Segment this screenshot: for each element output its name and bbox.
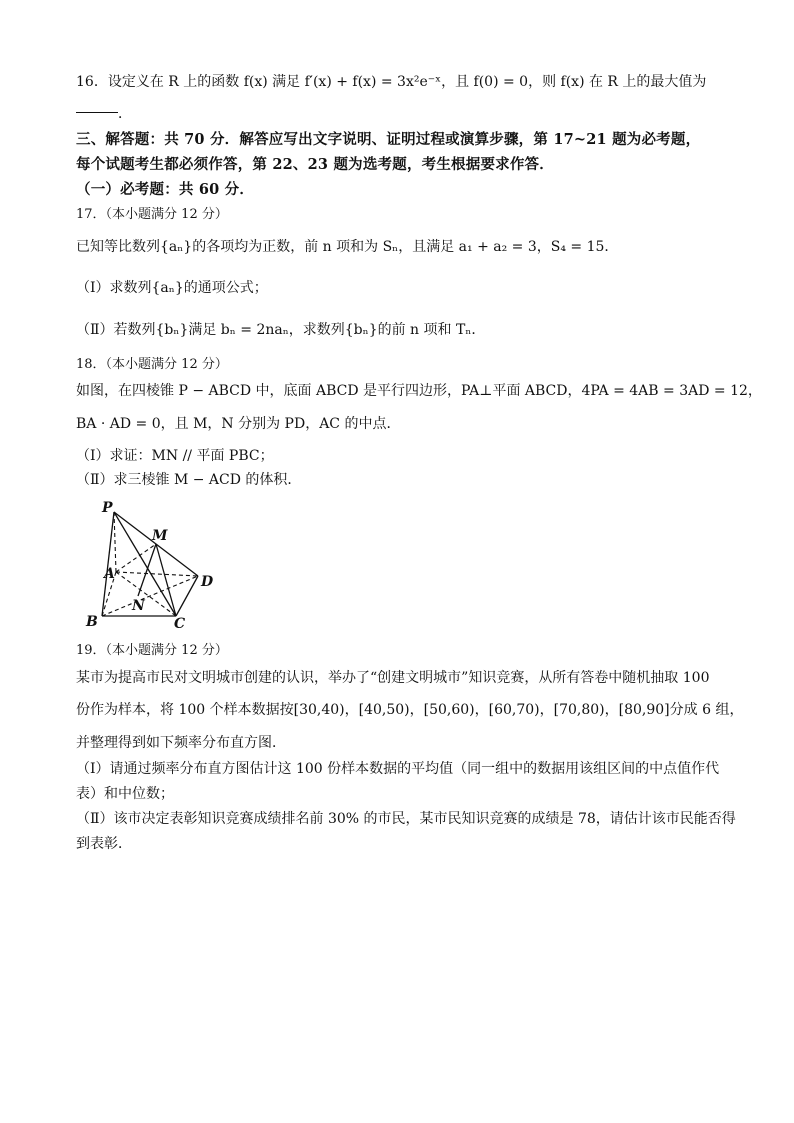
edge-BD <box>102 576 198 616</box>
q18-header: 18．（本小题满分 12 分） <box>76 357 228 372</box>
edge-CD <box>176 576 198 616</box>
q19-header: 19．（本小题满分 12 分） <box>76 643 228 658</box>
q17-stem: 已知等比数列{aₙ}的各项均为正数，前 n 项和为 Sₙ，且满足 a₁ + a₂ = 3，S₄ = 15． <box>76 239 619 255</box>
edge-MC <box>156 544 176 616</box>
section3-line3: （一）必考题：共 60 分． <box>76 181 255 198</box>
q17-part2: （Ⅱ）若数列{bₙ}满足 bₙ = 2naₙ，求数列{bₙ}的前 n 项和 Tₙ． <box>76 322 486 338</box>
label-D: D <box>201 574 214 590</box>
q18-part2: （Ⅱ）求三棱锥 M − ACD 的体积． <box>76 472 302 488</box>
q17-part1: （Ⅰ）求数列{aₙ}的通项公式； <box>76 280 268 296</box>
q19-stem1: 某市为提高市民对文明城市创建的认识，举办了“创建文明城市”知识竞赛，从所有答卷中随机抽取 100 <box>76 670 710 686</box>
q19-stem3: 并整理得到如下频率分布直方图． <box>76 735 286 751</box>
q16-line1: 16．设定义在 R 上的函数 f(x) 满足 f′(x) + f(x) = 3x²e⁻ˣ，且 f(0) = 0，则 f(x) 在 R 上的最大值为 <box>76 74 707 90</box>
q19-part2a: （Ⅱ）该市决定表彰知识竞赛成绩排名前 30% 的市民，某市民知识竞赛的成绩是 78，请估计该市民能否得 <box>76 811 736 827</box>
q16-line2: ． <box>118 106 132 122</box>
label-C: C <box>174 616 186 630</box>
q18-stem1: 如图，在四棱锥 P − ABCD 中，底面 ABCD 是平行四边形，PA⊥平面 ABCD，4PA = 4AB = 3AD = 12， <box>76 383 762 399</box>
label-P: P <box>102 500 113 516</box>
q19-part1b: 表）和中位数； <box>76 786 174 802</box>
edge-AC <box>116 572 176 616</box>
q18-stem2: BA · AD = 0，且 M，N 分别为 PD，AC 的中点． <box>76 416 401 432</box>
section3-line1: 三、解答题：共 70 分．解答应写出文字说明、证明过程或演算步骤，第 17~21 题为必考题， <box>76 131 701 148</box>
label-M: M <box>152 528 168 544</box>
q19-part2b: 到表彰． <box>76 836 132 852</box>
label-N: N <box>132 598 145 614</box>
label-A: A <box>104 566 115 582</box>
q19-stem2: 份作为样本，将 100 个样本数据按[30,40)，[40,50)，[50,60)，[60,70)，[70,80)，[80,90]分成 6 组， <box>76 702 744 718</box>
q19-part1a: （Ⅰ）请通过频率分布直方图估计这 100 份样本数据的平均值（同一组中的数据用该组区间的中点值作代 <box>76 761 720 777</box>
label-B: B <box>86 614 98 630</box>
edge-PA <box>114 512 116 572</box>
q18-part1: （Ⅰ）求证：MN // 平面 PBC； <box>76 448 274 464</box>
edge-MN <box>138 544 156 596</box>
q16-answer-blank <box>76 112 118 113</box>
edge-AD <box>116 572 198 576</box>
q17-header: 17．（本小题满分 12 分） <box>76 207 228 222</box>
edge-PB <box>102 512 114 616</box>
pyramid-figure <box>80 500 230 630</box>
section3-line2: 每个试题考生都必须作答，第 22、23 题为选考题，考生根据要求作答． <box>76 156 554 173</box>
